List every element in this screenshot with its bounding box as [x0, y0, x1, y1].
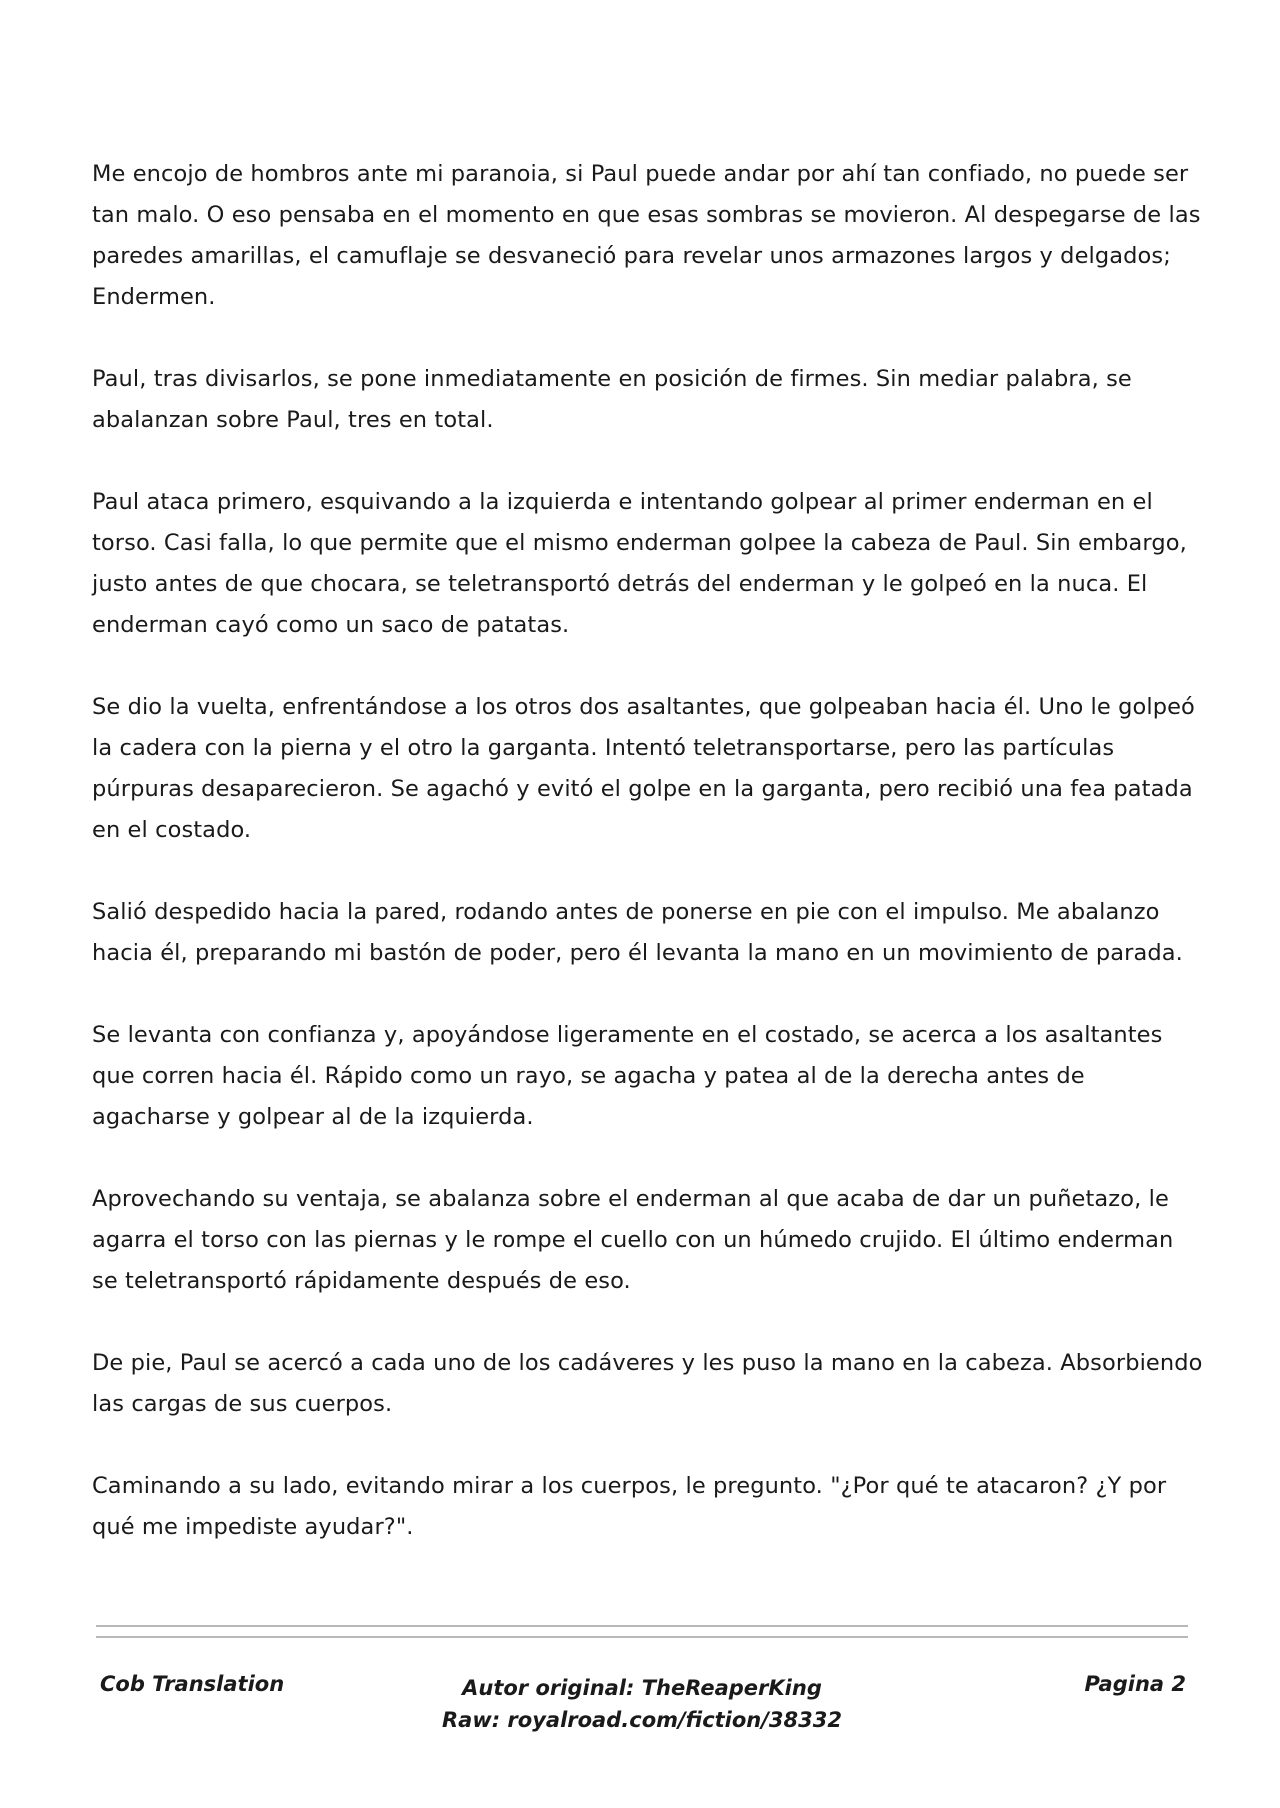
page-number: Pagina 2 — [1084, 1672, 1186, 1696]
divider-line — [96, 1636, 1188, 1638]
paragraph: Paul, tras divisarlos, se pone inmediatamente en posición de firmes. Sin mediar palabra, se abalanzan sobre Paul, tres en total. — [92, 366, 1132, 433]
paragraph: Paul ataca primero, esquivando a la izquierda e intentando golpear al primer enderman en el torso. Casi falla, lo que permite que el mismo enderman golpee la cabeza de Paul. Sin embargo, justo antes de que chocara, se teletransportó detrás del enderman y le golpeó en la nuca. El enderman cayó como un saco de patatas. — [92, 489, 1187, 638]
paragraph: Aprovechando su ventaja, se abalanza sobre el enderman al que acaba de dar un puñetazo, le agarra el torso con las piernas y le rompe el cuello con un húmedo crujido. El último enderman se teletransportó rápidamente después de eso. — [92, 1186, 1174, 1294]
page-body — [92, 154, 1204, 1548]
footer-source: Raw: royalroad.com/fiction/38332 — [441, 1708, 842, 1732]
footer-translator: Cob Translation — [100, 1672, 285, 1696]
paragraph: Se dio la vuelta, enfrentándose a los otros dos asaltantes, que golpeaban hacia él. Uno le golpeó la cadera con la pierna y el otro la garganta. Intentó teletransportarse, pero las partículas púrpuras desaparecieron. Se agachó y evitó el golpe en la garganta, pero recibió una fea patada en el costado. — [92, 694, 1195, 843]
footer-author: Autor original: TheReaperKing — [462, 1676, 822, 1700]
divider-line — [96, 1625, 1188, 1627]
footer-divider — [96, 1625, 1188, 1638]
page-footer — [96, 1672, 1188, 1742]
paragraph: Se levanta con confianza y, apoyándose ligeramente en el costado, se acerca a los asaltantes que corren hacia él. Rápido como un rayo, se agacha y patea al de la derecha antes de agacharse y golpear al de la izquierda. — [92, 1022, 1163, 1130]
paragraph: Me encojo de hombros ante mi paranoia, si Paul puede andar por ahí tan confiado, no puede ser tan malo. O eso pensaba en el momento en que esas sombras se movieron. Al despegarse de las paredes amarillas, el camuflaje se desvaneció para revelar unos armazones largos y delgados; Endermen. — [92, 161, 1201, 310]
paragraph: Salió despedido hacia la pared, rodando antes de ponerse en pie con el impulso. Me abalanzo hacia él, preparando mi bastón de poder, pero él levanta la mano en un movimiento de parada. — [92, 899, 1183, 966]
paragraph: Caminando a su lado, evitando mirar a los cuerpos, le pregunto. "¿Por qué te atacaron? ¿Y por qué me impediste ayudar?". — [92, 1473, 1167, 1540]
footer-credits — [96, 1672, 1188, 1736]
paragraph: De pie, Paul se acercó a cada uno de los cadáveres y les puso la mano en la cabeza. Absorbiendo las cargas de sus cuerpos. — [92, 1350, 1203, 1417]
